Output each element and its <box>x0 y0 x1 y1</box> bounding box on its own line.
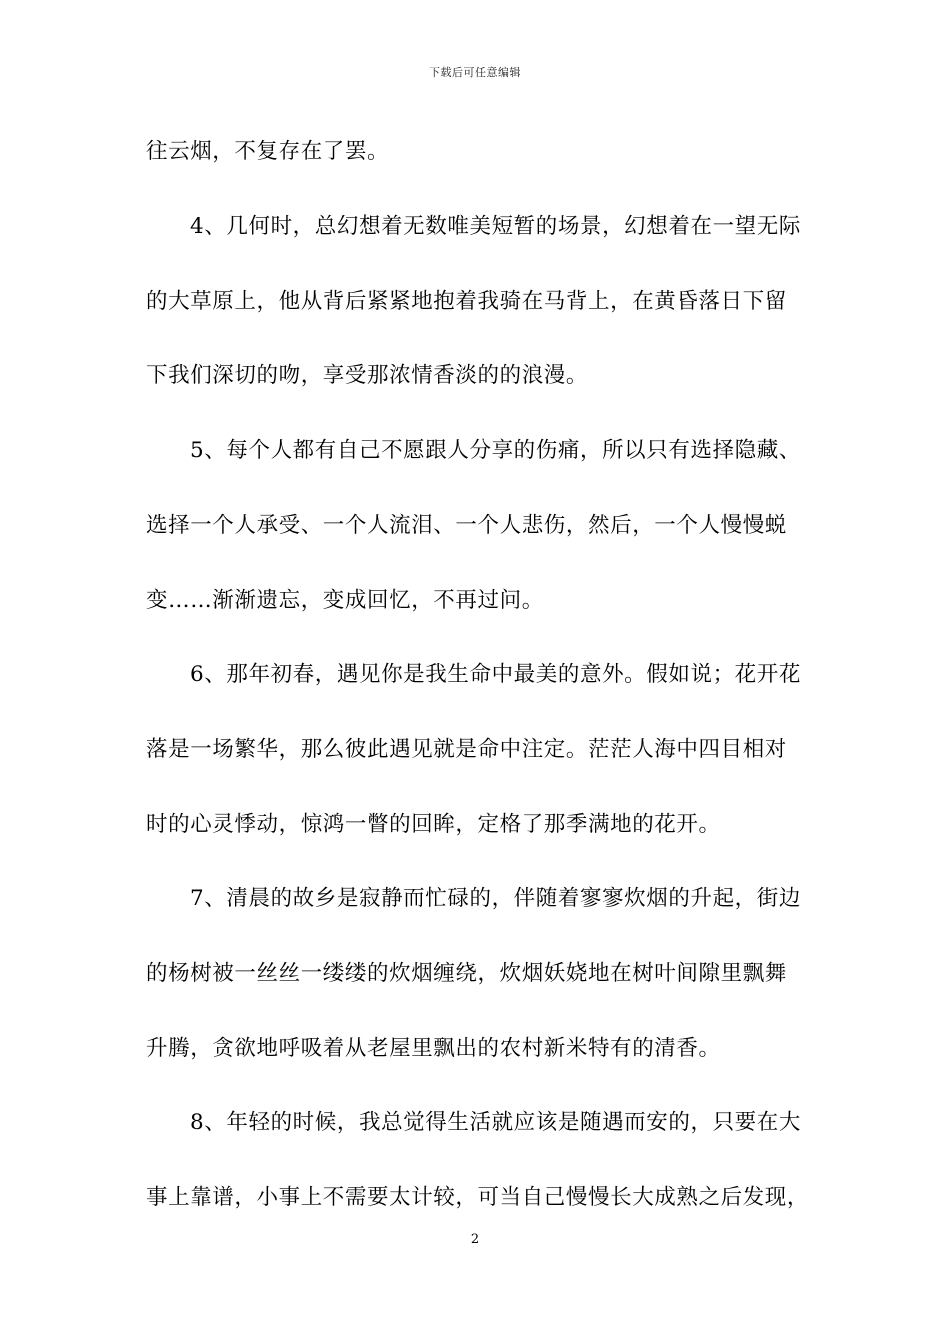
text-line: 落是一场繁华，那么彼此遇见就是命中注定。茫茫人海中四目相对 <box>146 737 787 762</box>
text-line: 选择一个人承受、一个人流泪、一个人悲伤，然后，一个人慢慢蜕 <box>146 513 787 538</box>
page-header: 下载后可任意编辑 <box>429 66 521 79</box>
text-line: 6、那年初春，遇见你是我生命中最美的意外。假如说；花开花 <box>190 662 801 687</box>
text-line: 升腾，贪欲地呼吸着从老屋里飘出的农村新米特有的清香。 <box>146 1036 721 1061</box>
page-number: 2 <box>470 1232 480 1247</box>
text-line: 5、每个人都有自己不愿跟人分享的伤痛，所以只有选择隐藏、 <box>190 438 801 463</box>
text-line: 4、几何时，总幻想着无数唯美短暂的场景，幻想着在一望无际 <box>190 214 801 239</box>
text-line: 的大草原上，他从背后紧紧地抱着我骑在马背上，在黄昏落日下留 <box>146 289 787 314</box>
text-line: 下我们深切的吻，享受那浓情香淡的的浪漫。 <box>146 363 589 388</box>
text-line: 事上靠谱，小事上不需要太计较，可当自己慢慢长大成熟之后发现， <box>146 1185 810 1210</box>
text-line: 变……渐渐遗忘，变成回忆，不再过问。 <box>146 588 544 613</box>
text-line: 的杨树被一丝丝一缕缕的炊烟缠绕，炊烟妖娆地在树叶间隙里飘舞 <box>146 961 787 986</box>
text-line: 往云烟，不复存在了罢。 <box>146 139 390 164</box>
text-line: 7、清晨的故乡是寂静而忙碌的，伴随着寥寥炊烟的升起，街边 <box>190 886 801 911</box>
text-line: 时的心灵悸动，惊鸿一瞥的回眸，定格了那季满地的花开。 <box>146 812 721 837</box>
text-line: 8、年轻的时候，我总觉得生活就应该是随遇而安的，只要在大 <box>190 1110 801 1135</box>
